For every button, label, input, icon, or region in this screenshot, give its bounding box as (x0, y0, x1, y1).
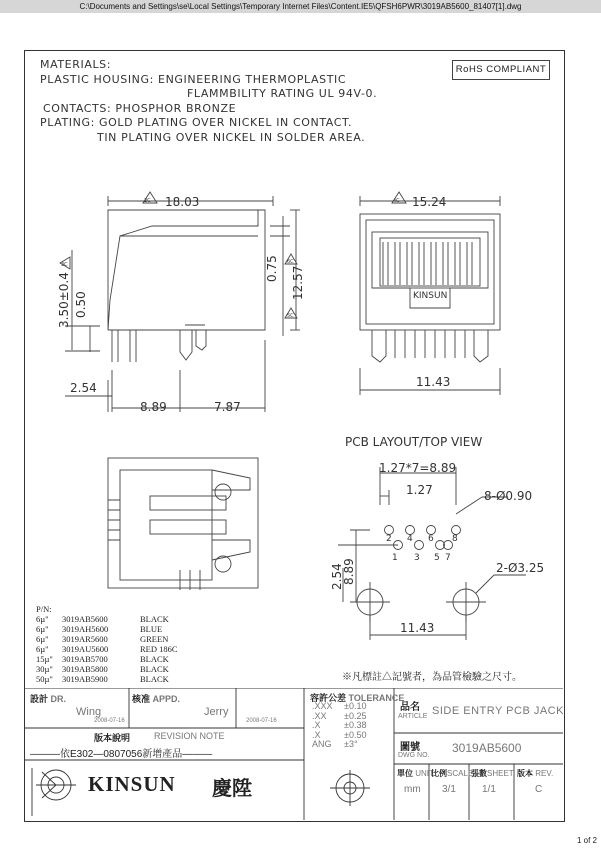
scale-value: 3/1 (442, 784, 456, 795)
pin-label: 7 (445, 553, 451, 563)
dim-length: 18.03 (165, 195, 200, 209)
rev-label: 版本 REV. (517, 769, 554, 778)
dim-350: 3.50±0.4 (57, 272, 71, 328)
materials-line: MATERIALS: (40, 58, 112, 71)
scale-label: 比例SCALE (431, 769, 474, 778)
revision-note-label: 版本說明 (94, 733, 131, 743)
materials-line: PLASTIC HOUSING: ENGINEERING THERMOPLASTIC (40, 72, 347, 86)
approve-label: 核准 APPD. (132, 694, 181, 704)
sheet-label: 張數SHEET (471, 769, 514, 778)
article-label: 品名 (400, 702, 420, 713)
design-label: 設計 DR. (30, 694, 67, 704)
tol-note: 5C (287, 313, 294, 319)
pcb-pitch: 1.27 (406, 483, 433, 497)
pin-label: 5 (434, 553, 440, 563)
dwg-number: 3019AB5600 (452, 741, 522, 755)
revision-note-en: REVISION NOTE (154, 731, 225, 741)
tolerance-keys: .XXX .XX .X .X ANG (312, 701, 333, 749)
tol-note: 2C (144, 198, 151, 204)
pin-label: 1 (392, 553, 398, 563)
dim-254: 2.54 (70, 381, 97, 395)
pcb-small-holes: 8-Ø0.90 (484, 489, 533, 503)
title-block (24, 688, 563, 820)
inspection-note: ※凡標註△記號者，為品管檢驗之尺寸。 (342, 672, 522, 683)
dim-050: 0.50 (74, 291, 88, 318)
tol-note: 6C (287, 259, 294, 265)
pn-row: 6µ" 3019AR5600 GREEN (36, 634, 169, 644)
pcb-h889: 8.89 (342, 558, 356, 585)
top-view (108, 458, 258, 590)
design-name: Wing (76, 706, 102, 718)
part-number-list (36, 604, 178, 684)
pin-label: 6 (428, 534, 434, 544)
materials-line: CONTACTS: PHOSPHOR BRONZE (43, 101, 237, 115)
pin-label: 3 (414, 553, 420, 563)
pcb-h254: 2.54 (330, 563, 344, 590)
pn-row: 50µ" 3019AB5900 BLACK (36, 674, 169, 684)
side-view (65, 196, 300, 412)
dim-075: 0.75 (265, 255, 279, 282)
materials-line: PLATING: GOLD PLATING OVER NICKEL IN CONTACT. (40, 116, 353, 129)
tol-note: 4C (393, 198, 400, 204)
pn-row: 30µ" 3019AB5800 BLACK (36, 664, 169, 674)
article-name: SIDE ENTRY PCB JACK (432, 705, 564, 717)
approve-name: Jerry (204, 706, 229, 718)
unit-value: mm (404, 784, 421, 795)
pin-label: 4 (407, 534, 413, 544)
pcb-title: PCB LAYOUT/TOP VIEW (345, 435, 483, 449)
dim-1257: 12.57 (291, 265, 305, 300)
tol-note: 3C (61, 262, 68, 268)
tolerance-values: ±0.10 ±0.25 ±0.38 ±0.50 ±3° (344, 701, 367, 749)
rev-value: C (535, 784, 543, 795)
article-en: ARTICLE (398, 713, 428, 720)
company-name-en: KINSUN (88, 772, 176, 796)
pn-row: 15µ" 3019AB5700 BLACK (36, 654, 169, 664)
sheet-value: 1/1 (482, 784, 496, 795)
pn-row: 6µ" 3019AU5600 RED 186C (36, 644, 178, 654)
dwg-en: DWG NO. (398, 752, 430, 759)
dim-889: 8.89 (140, 400, 167, 414)
materials-line: TIN PLATING OVER NICKEL IN SOLDER AREA. (97, 130, 366, 144)
design-date: 2008-07-16 (94, 718, 125, 724)
pcb-pitch-total: 1.27*7=8.89 (379, 461, 457, 475)
pin-label: 8 (452, 534, 458, 544)
brand-mark: KINSUN (413, 291, 448, 301)
approve-date: 2008-07-16 (246, 718, 277, 724)
pn-title: P/N: (36, 604, 52, 614)
pin-label: 2 (386, 534, 392, 544)
rohs-badge: RoHS COMPLIANT (452, 60, 550, 80)
page-number: 1 of 2 (576, 836, 597, 845)
tolerance-label: 容許公差 TOLERANCE (310, 693, 405, 703)
dim-787: 7.87 (214, 400, 241, 414)
pcb-big-holes: 2-Ø3.25 (496, 561, 545, 575)
window-title: C:\Documents and Settings\se\Local Settings\Temporary Internet Files\Content.IE5\QFSH6PWR\3019AB5600_81407[1].dwg (0, 0, 601, 13)
pn-row: 6µ" 3019AB5600 BLACK (36, 614, 169, 624)
dim-width: 15.24 (412, 195, 447, 209)
pn-row: 6µ" 3019AH5600 BLUE (36, 624, 163, 634)
materials-line: FLAMMBILITY RATING UL 94V-0. (187, 87, 378, 100)
dwg-label: 圖號 (400, 742, 420, 753)
unit-label: 單位 UNIT (397, 769, 434, 778)
dim-1143: 11.43 (416, 375, 451, 389)
company-name-zh: 慶陞 (212, 778, 252, 800)
revision-note: ———依E302—0807056新增產品——— (30, 749, 213, 760)
pcb-w1143: 11.43 (400, 621, 435, 635)
